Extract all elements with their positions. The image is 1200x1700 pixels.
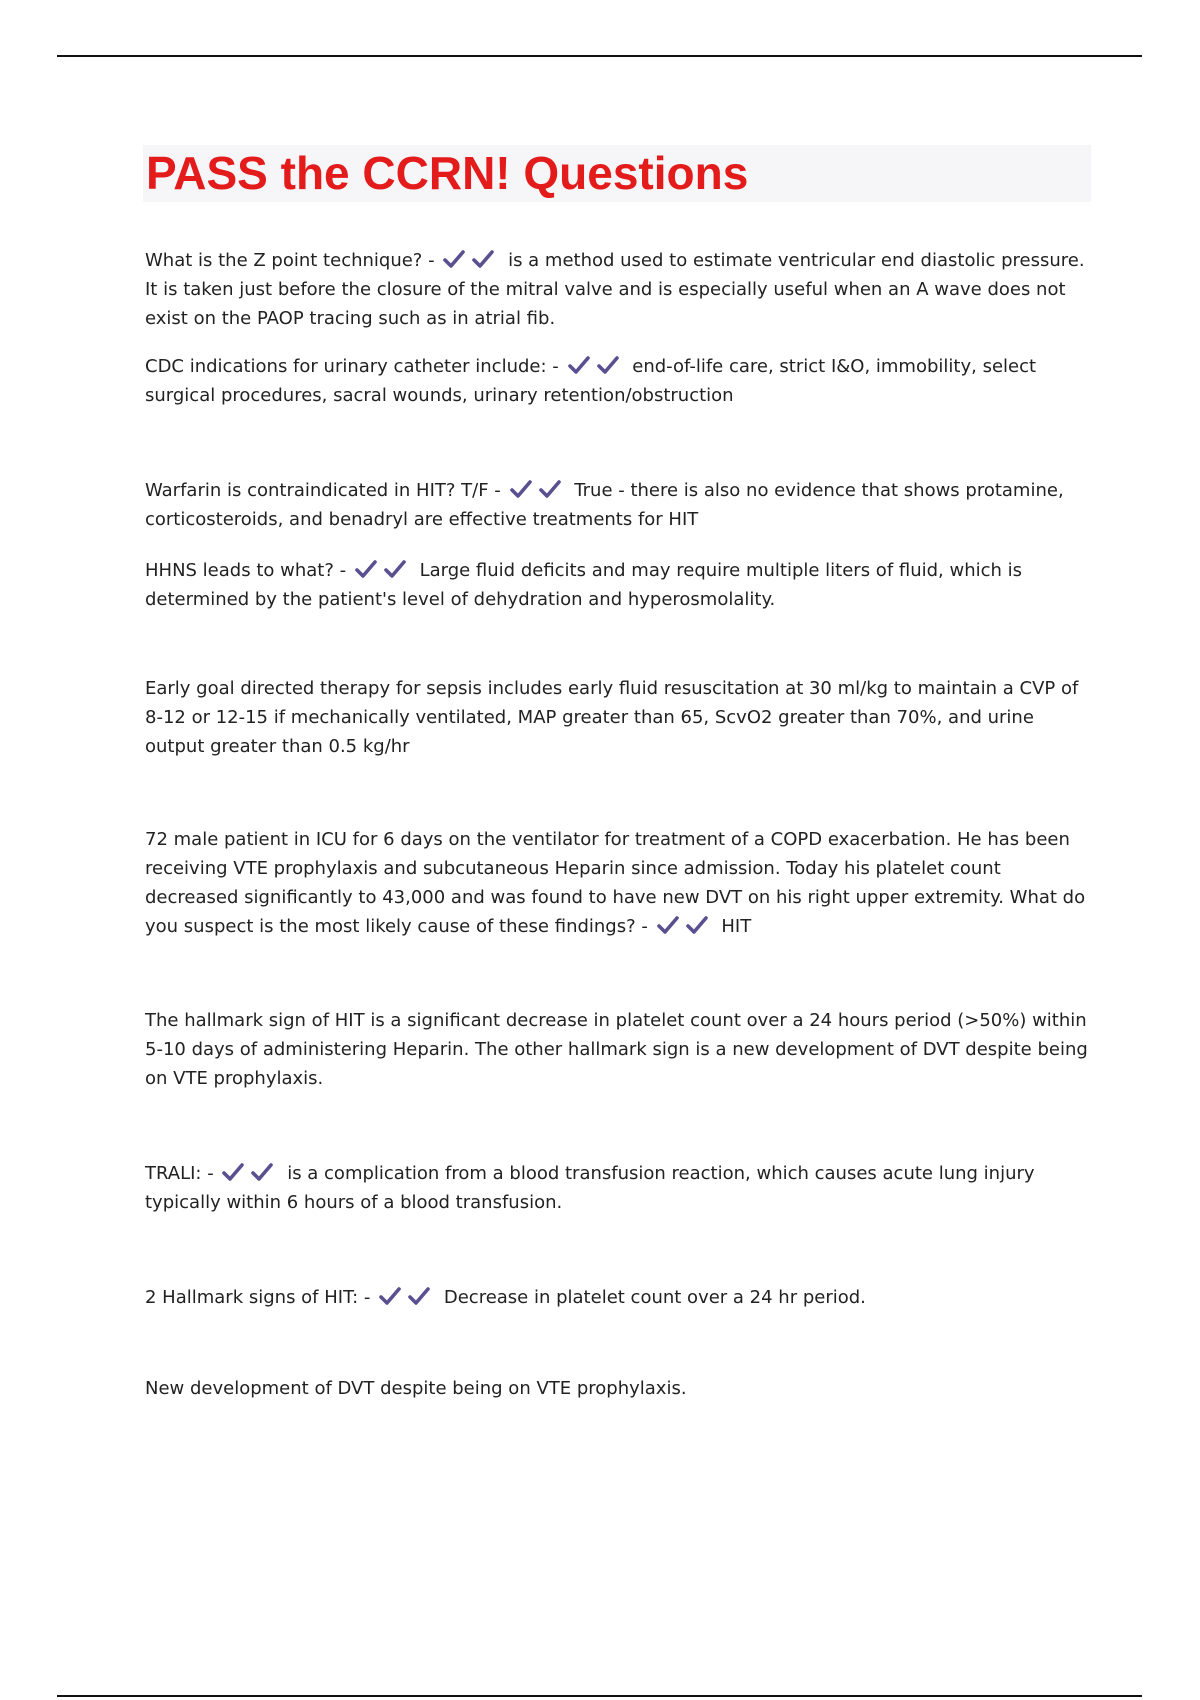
answer-text: Decrease in platelet count over a 24 hr period. xyxy=(443,1287,866,1308)
page-title: PASS the CCRN! Questions xyxy=(146,147,749,199)
question-text: Warfarin is contraindicated in HIT? T/F - xyxy=(145,480,501,501)
check-marks xyxy=(567,352,625,381)
check-mark-icon xyxy=(509,479,533,499)
check-mark-icon xyxy=(656,915,680,935)
question-text: 72 male patient in ICU for 6 days on the ventilator for treatment of a COPD exacerbation. He has been receiving VTE prophylaxis and subcutaneous Heparin since admission. Today his platelet count decreased significantly to 43,000 and was found to have new DVT on his right upper extremity. What do you suspect is the most likely cause of these findings? - xyxy=(145,829,1086,937)
check-mark-icon xyxy=(538,479,562,499)
qa-entry xyxy=(145,476,1093,534)
check-mark-icon xyxy=(250,1162,274,1182)
qa-entry xyxy=(145,556,1093,614)
check-mark-icon xyxy=(221,1162,245,1182)
question-text: CDC indications for urinary catheter include: - xyxy=(145,356,559,377)
answer-text: True - there is also no evidence that shows protamine, corticosteroids, and benadryl are effective treatments for HIT xyxy=(145,480,1064,530)
check-marks xyxy=(442,246,500,275)
question-text: 2 Hallmark signs of HIT: - xyxy=(145,1287,371,1308)
check-mark-icon xyxy=(378,1286,402,1306)
top-rule xyxy=(57,55,1142,57)
statement-entry: The hallmark sign of HIT is a significant decrease in platelet count over a 24 hours period (>50%) within 5-10 days of administering Heparin. The other hallmark sign is a new development of DVT despite being on VTE prophylaxis. xyxy=(145,1010,1088,1089)
answer-text: is a complication from a blood transfusion reaction, which causes acute lung injury typically within 6 hours of a blood transfusion. xyxy=(145,1163,1035,1213)
answer-text: end-of-life care, strict I&O, immobility, select surgical procedures, sacral wounds, urinary retention/obstruction xyxy=(145,356,1037,406)
check-marks xyxy=(656,912,714,941)
statement-entry: Early goal directed therapy for sepsis includes early fluid resuscitation at 30 ml/kg to maintain a CVP of 8-12 or 12-15 if mechanically ventilated, MAP greater than 65, ScvO2 greater than 70%, and urine output greater than 0.5 kg/hr xyxy=(145,678,1079,757)
check-marks xyxy=(509,476,567,505)
check-marks xyxy=(354,556,412,585)
qa-entry xyxy=(145,246,1093,333)
check-mark-icon xyxy=(596,355,620,375)
check-mark-icon xyxy=(685,915,709,935)
answer-text: is a method used to estimate ventricular end diastolic pressure. It is taken just before the closure of the mitral valve and is especially useful when an A wave does not exist on the PAOP tracing such as in atrial fib. xyxy=(145,250,1085,329)
qa-entry xyxy=(145,825,1093,941)
check-mark-icon xyxy=(354,559,378,579)
check-mark-icon xyxy=(471,249,495,269)
check-mark-icon xyxy=(383,559,407,579)
check-marks xyxy=(378,1283,436,1312)
bottom-rule xyxy=(57,1695,1142,1697)
check-mark-icon xyxy=(407,1286,431,1306)
statement-entry: New development of DVT despite being on VTE prophylaxis. xyxy=(145,1378,687,1399)
question-text: TRALI: - xyxy=(145,1163,214,1184)
check-mark-icon xyxy=(567,355,591,375)
check-mark-icon xyxy=(442,249,466,269)
question-text: HHNS leads to what? - xyxy=(145,560,347,581)
qa-entry xyxy=(145,1159,1093,1217)
qa-entry xyxy=(145,352,1093,410)
answer-text: HIT xyxy=(721,916,752,937)
qa-entry xyxy=(145,1283,1093,1312)
question-text: What is the Z point technique? - xyxy=(145,250,435,271)
answer-text: Large fluid deficits and may require multiple liters of fluid, which is determined by the patient's level of dehydration and hyperosmolality. xyxy=(145,560,1023,610)
check-marks xyxy=(221,1159,279,1188)
